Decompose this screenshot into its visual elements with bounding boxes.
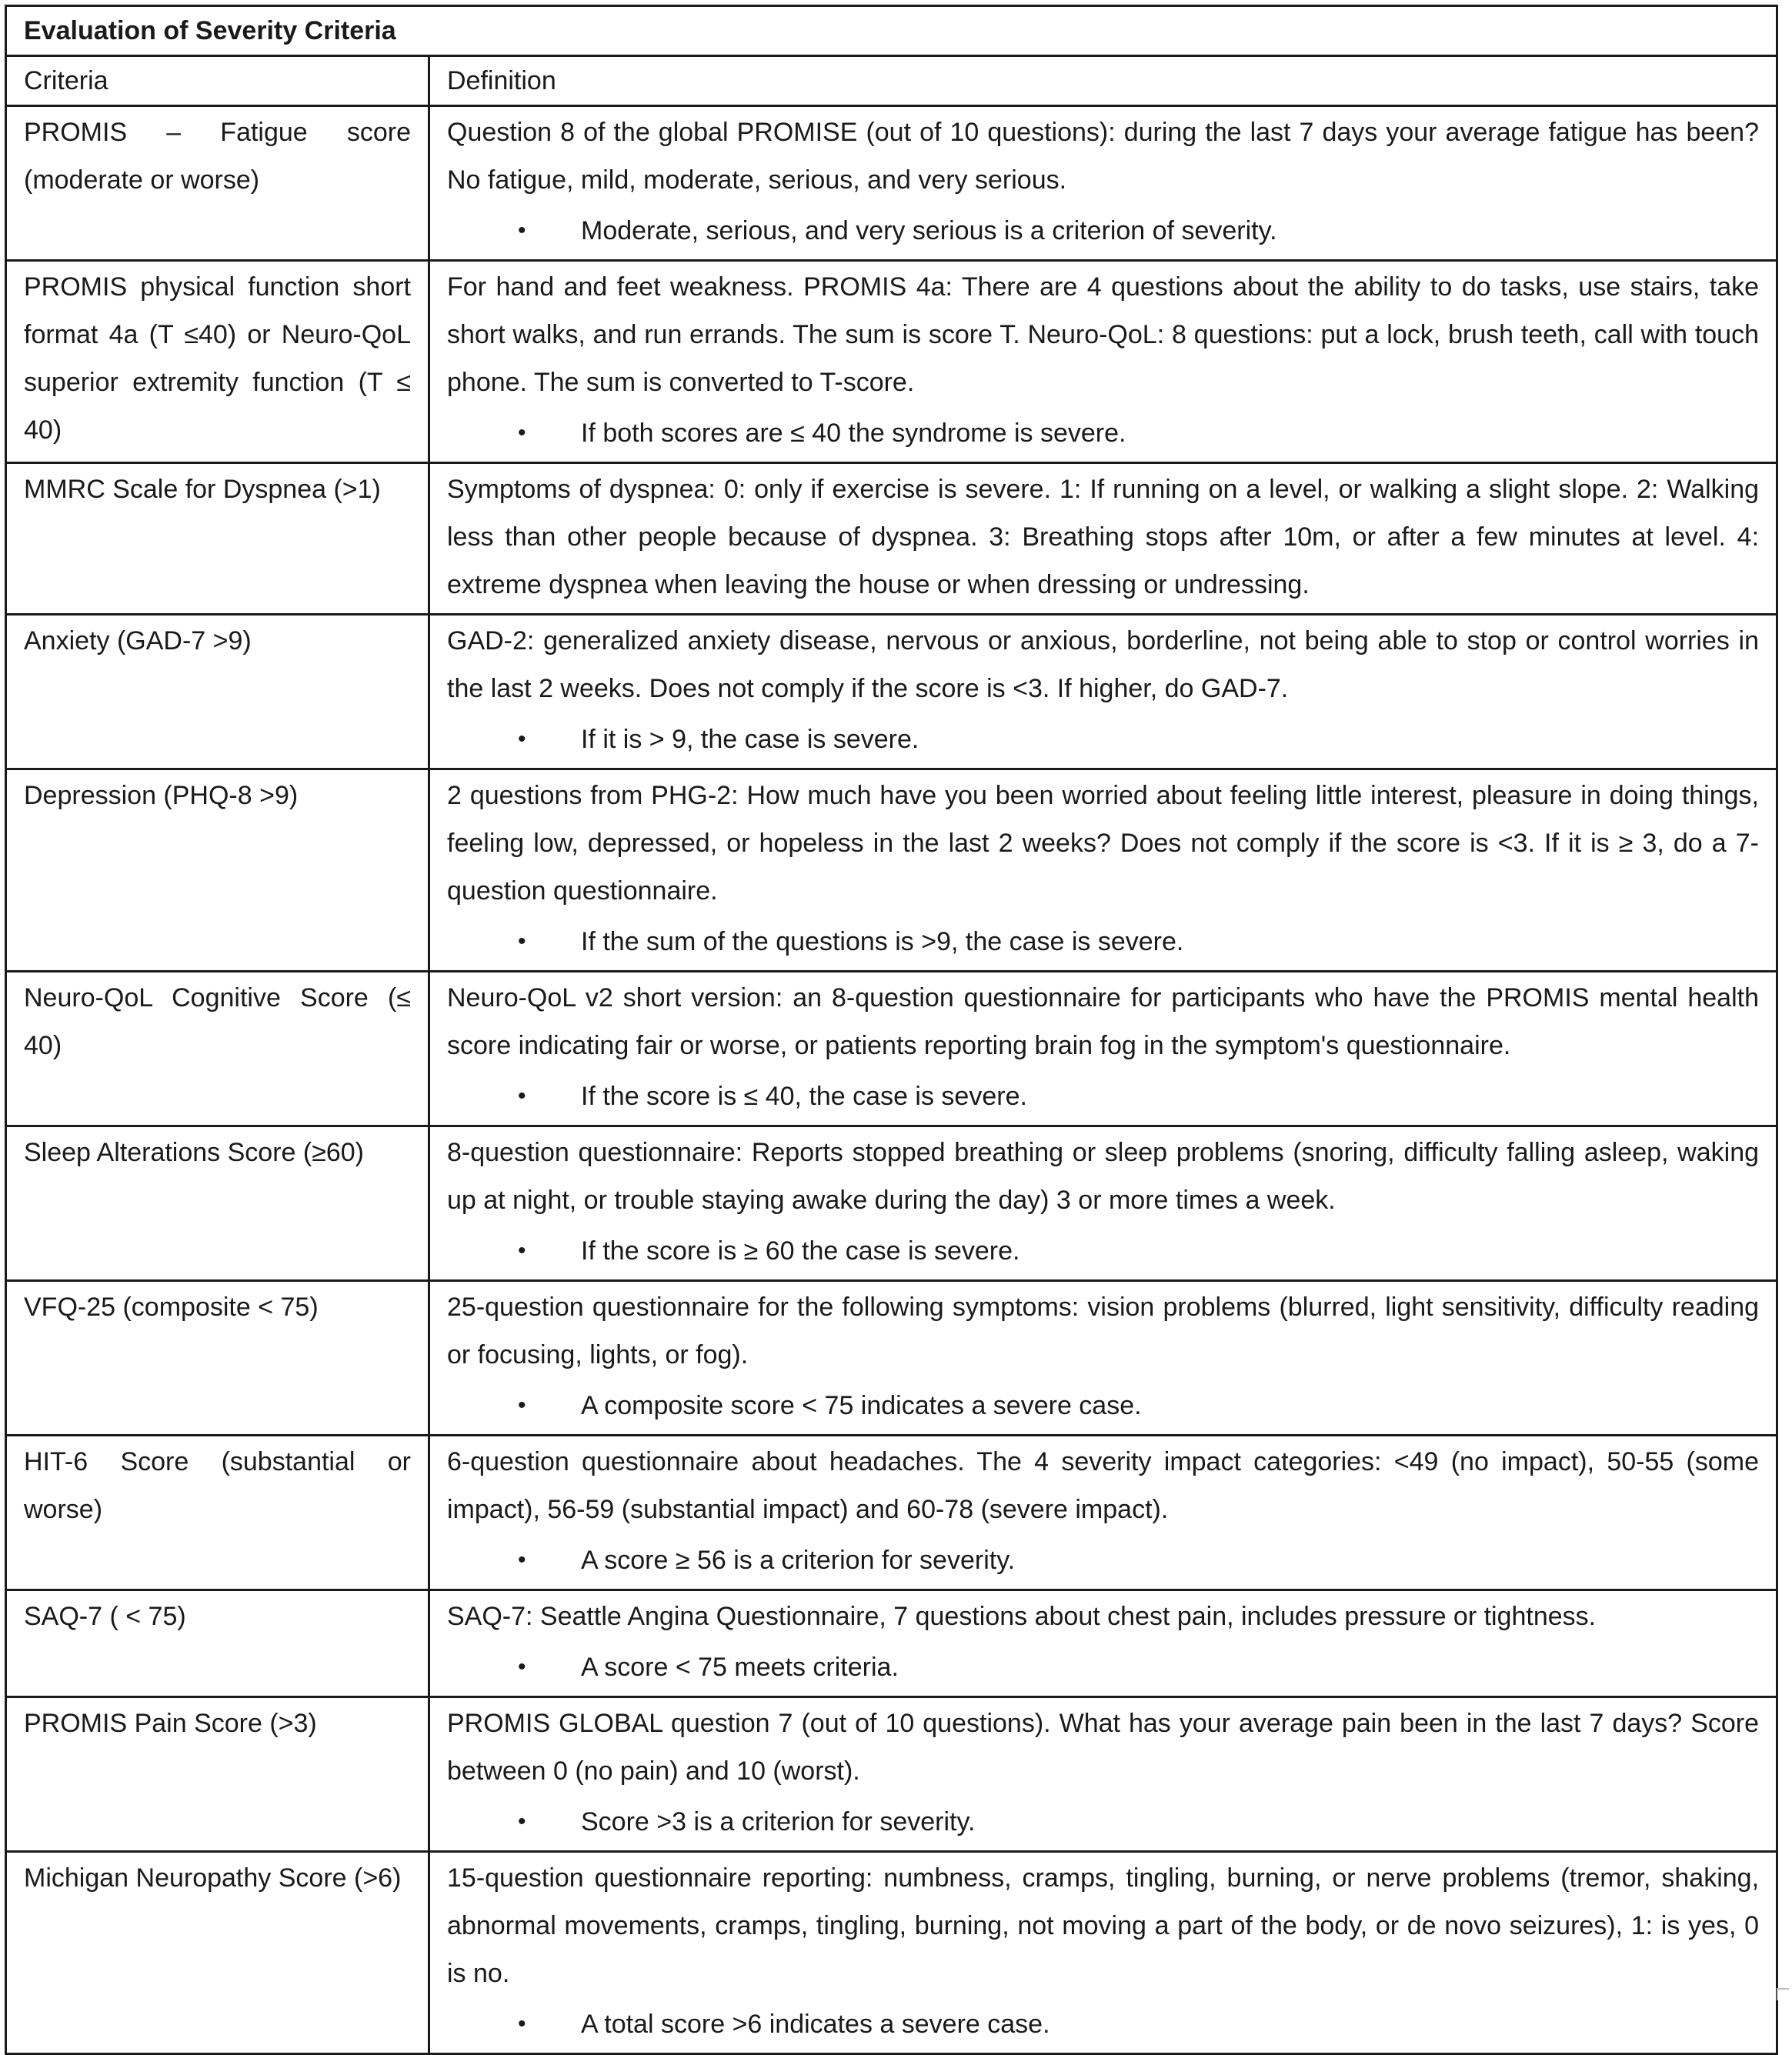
bullet-dot-icon: • <box>518 218 526 243</box>
definition-cell <box>429 1436 1777 1590</box>
criteria-cell: SAQ-7 ( < 75) <box>6 1590 429 1697</box>
table-row <box>6 1590 1777 1697</box>
definition-cell <box>429 463 1777 615</box>
definition-cell <box>429 615 1777 769</box>
criteria-cell: Michigan Neuropathy Score (>6) <box>6 1852 429 2054</box>
table-row <box>6 1126 1777 1281</box>
table-row <box>6 1697 1777 1852</box>
severity-bullet <box>447 1227 1759 1275</box>
table-row <box>6 106 1777 261</box>
table-row <box>6 972 1777 1126</box>
criteria-cell: PROMIS Pain Score (>3) <box>6 1697 429 1852</box>
table-row <box>6 1281 1777 1436</box>
definition-text: 6-question questionnaire about headaches. The 4 severity impact categories: <49 (no impact), 50-55 (some impact), 56-59 (substantial impact) and 60-78 (severe impact). <box>447 1447 1760 1524</box>
table-row <box>6 1436 1777 1590</box>
criteria-cell: Depression (PHQ-8 >9) <box>6 769 429 972</box>
definition-text: 8-question questionnaire: Reports stopped breathing or sleep problems (snoring, difficulty falling asleep, waking up at night, or trouble staying awake during the day) 3 or more times a week. <box>447 1138 1760 1215</box>
bullet-dot-icon: • <box>518 1083 526 1109</box>
table-row <box>6 769 1777 972</box>
criteria-cell: Sleep Alterations Score (≥60) <box>6 1126 429 1281</box>
bullet-text: If both scores are ≤ 40 the syndrome is severe. <box>581 419 1126 448</box>
definition-text: Symptoms of dyspnea: 0: only if exercise is severe. 1: If running on a level, or walking a slight slope. 2: Walking less than other people because of dyspnea. 3: Breathing stops after 10m, or after a few minutes at level. 4: extreme dyspnea when leaving the house or when dressing or undressing. <box>447 475 1760 599</box>
definition-cell <box>429 261 1777 463</box>
definition-text: 2 questions from PHG-2: How much have you been worried about feeling little interest, pleasure in doing things, feeling low, depressed, or hopeless in the last 2 weeks? Does not comply if the score is <3. If it is ≥ 3, do a 7-question questionnaire. <box>447 781 1760 906</box>
bullet-dot-icon: • <box>518 1547 526 1573</box>
bullet-text: Moderate, serious, and very serious is a criterion of severity. <box>581 216 1277 245</box>
criteria-cell: PROMIS – Fatigue score (moderate or worse) <box>6 106 429 261</box>
table-header-row <box>6 56 1777 106</box>
severity-bullet <box>447 1382 1759 1429</box>
criteria-column-header: Criteria <box>6 56 429 106</box>
bullet-dot-icon: • <box>518 2011 526 2037</box>
definition-text: For hand and feet weakness. PROMIS 4a: There are 4 questions about the ability to do tasks, use stairs, take short walks, and run errands. The sum is score T. Neuro-QoL: 8 questions: put a lock, brush teeth, call with touch phone. The sum is converted to T-score. <box>447 272 1760 397</box>
bullet-dot-icon: • <box>518 929 526 954</box>
criteria-cell: Neuro-QoL Cognitive Score (≤ 40) <box>6 972 429 1126</box>
definition-text: 25-question questionnaire for the following symptoms: vision problems (blurred, light sensitivity, difficulty reading or focusing, lights, or fog). <box>447 1293 1760 1369</box>
bullet-text: If the score is ≥ 60 the case is severe. <box>581 1236 1020 1266</box>
bullet-text: A score ≥ 56 is a criterion for severity. <box>581 1546 1016 1575</box>
definition-text: GAD-2: generalized anxiety disease, nervous or anxious, borderline, not being able to stop or control worries in the last 2 weeks. Does not comply if the score is <3. If higher, do GAD-7. <box>447 626 1760 703</box>
table-title-row <box>6 6 1777 56</box>
severity-bullet <box>447 1536 1759 1584</box>
bullet-dot-icon: • <box>518 1809 526 1834</box>
definition-column-header: Definition <box>429 56 1777 106</box>
criteria-cell: VFQ-25 (composite < 75) <box>6 1281 429 1436</box>
bullet-text: Score >3 is a criterion for severity. <box>581 1807 976 1836</box>
definition-cell <box>429 1126 1777 1281</box>
bullet-text: If the score is ≤ 40, the case is severe. <box>581 1082 1027 1111</box>
bullet-dot-icon: • <box>518 1238 526 1263</box>
definition-cell <box>429 1590 1777 1697</box>
definition-cell <box>429 1281 1777 1436</box>
definition-cell <box>429 972 1777 1126</box>
table-row <box>6 615 1777 769</box>
severity-bullet <box>447 918 1759 966</box>
definition-cell <box>429 1852 1777 2054</box>
table-row <box>6 1852 1777 2054</box>
severity-bullet <box>447 1643 1759 1691</box>
criteria-cell: Anxiety (GAD-7 >9) <box>6 615 429 769</box>
severity-bullet <box>447 1073 1759 1120</box>
table-title: Evaluation of Severity Criteria <box>6 6 1777 56</box>
definition-text: PROMIS GLOBAL question 7 (out of 10 questions). What has your average pain been in the last 7 days? Score between 0 (no pain) and 10 (worst). <box>447 1709 1760 1786</box>
severity-bullet <box>447 409 1759 457</box>
definition-text: 15-question questionnaire reporting: numbness, cramps, tingling, burning, or nerve problems (tremor, shaking, abnormal movements, cramps, tingling, burning, not moving a part of the body, or de novo seizures), 1: is yes, 0 is no. <box>447 1863 1760 1988</box>
table-row <box>6 463 1777 615</box>
severity-bullet <box>447 1798 1759 1846</box>
page-corner-mark <box>1777 1988 1789 2000</box>
criteria-cell: PROMIS physical function short format 4a (T ≤40) or Neuro-QoL superior extremity function (T ≤ 40) <box>6 261 429 463</box>
bullet-text: A composite score < 75 indicates a severe case. <box>581 1391 1142 1420</box>
bullet-text: A score < 75 meets criteria. <box>581 1653 899 1682</box>
bullet-text: If the sum of the questions is >9, the case is severe. <box>581 927 1184 956</box>
definition-text: Question 8 of the global PROMISE (out of 10 questions): during the last 7 days your average fatigue has been? No fatigue, mild, moderate, serious, and very serious. <box>447 118 1760 195</box>
definition-cell <box>429 1697 1777 1852</box>
bullet-text: A total score >6 indicates a severe case. <box>581 2010 1050 2039</box>
severity-bullet <box>447 2000 1759 2048</box>
definition-text: SAQ-7: Seattle Angina Questionnaire, 7 questions about chest pain, includes pressure or tightness. <box>447 1602 1597 1631</box>
table-row <box>6 261 1777 463</box>
definition-cell <box>429 106 1777 261</box>
definition-text: Neuro-QoL v2 short version: an 8-question questionnaire for participants who have the PROMIS mental health score indicating fair or worse, or patients reporting brain fog in the symptom's questionnaire. <box>447 983 1760 1060</box>
criteria-cell: MMRC Scale for Dyspnea (>1) <box>6 463 429 615</box>
bullet-dot-icon: • <box>518 1654 526 1680</box>
bullet-text: If it is > 9, the case is severe. <box>581 725 919 754</box>
bullet-dot-icon: • <box>518 420 526 445</box>
definition-cell <box>429 769 1777 972</box>
criteria-cell: HIT-6 Score (substantial or worse) <box>6 1436 429 1590</box>
severity-bullet <box>447 207 1759 255</box>
bullet-dot-icon: • <box>518 726 526 752</box>
severity-criteria-table <box>5 5 1778 2055</box>
severity-bullet <box>447 716 1759 763</box>
bullet-dot-icon: • <box>518 1393 526 1418</box>
table-rows <box>6 106 1777 2054</box>
